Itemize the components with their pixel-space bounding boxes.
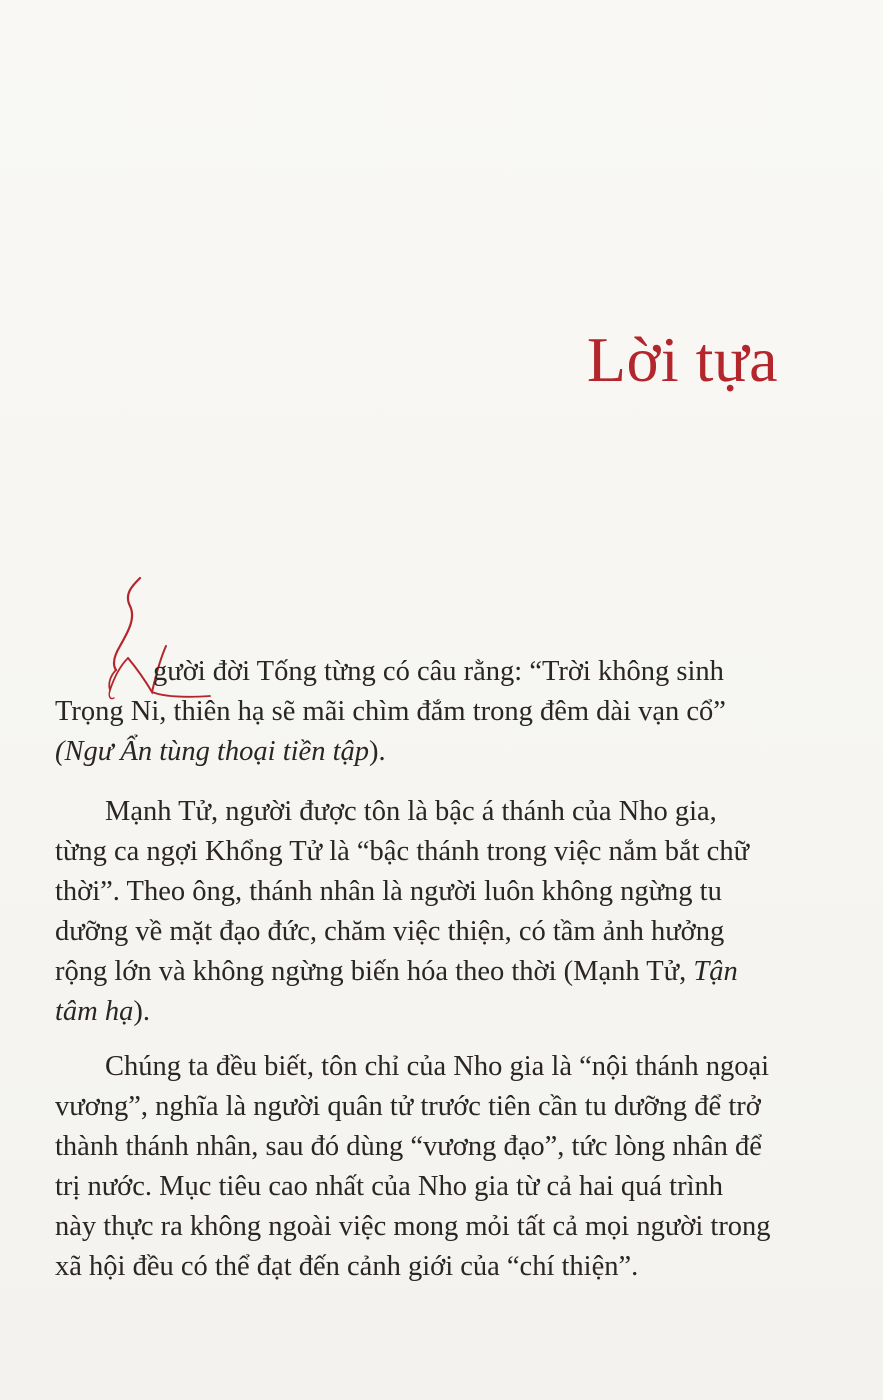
- paragraph-2-line-1: Mạnh Tử, người được tôn là bậc á thánh của Nho gia,: [105, 796, 717, 827]
- paragraph-2-line-6: [55, 992, 775, 1032]
- paragraph-3-line-5: này thực ra không ngoài việc mong mỏi tất cả mọi người trong: [55, 1211, 771, 1242]
- paragraph-3-line-1: Chúng ta đều biết, tôn chỉ của Nho gia là “nội thánh ngoại: [105, 1051, 770, 1082]
- paragraph-2: [55, 792, 775, 1032]
- citation-title-part-2: tâm hạ: [55, 996, 134, 1027]
- paragraph-3-line-6: xã hội đều có thể đạt đến cảnh giới của “chí thiện”.: [55, 1251, 639, 1282]
- paragraph-1-line-1: gười đời Tống từng có câu rằng: “Trời không sinh: [153, 656, 724, 687]
- paragraph-2-line-5: [55, 952, 775, 992]
- paragraph-2-line-2: từng ca ngợi Khổng Tử là “bậc thánh trong việc nắm bắt chữ: [55, 836, 750, 867]
- paragraph-3-line-4: trị nước. Mục tiêu cao nhất của Nho gia từ cả hai quá trình: [55, 1171, 723, 1202]
- paragraph-3-line-3: thành thánh nhân, sau đó dùng “vương đạo”, tức lòng nhân để: [55, 1131, 762, 1162]
- paragraph-3: [55, 1047, 775, 1287]
- chapter-title: Lời tựa: [586, 324, 778, 395]
- citation-title-part-1: Tận: [693, 956, 738, 987]
- paragraph-1: [55, 652, 775, 772]
- paragraph-2-line-4: dưỡng về mặt đạo đức, chăm việc thiện, có tầm ảnh hưởng: [55, 916, 725, 947]
- paragraph-2-line-5-text: rộng lớn và không ngừng biến hóa theo thời (Mạnh Tử,: [55, 956, 694, 987]
- paragraph-2-line-3: thời”. Theo ông, thánh nhân là người luôn không ngừng tu: [55, 876, 722, 907]
- citation-closing: ).: [133, 996, 150, 1027]
- paragraph-1-line-3: [55, 732, 775, 772]
- citation-title: (Ngư Ẩn tùng thoại tiền tập: [55, 736, 369, 767]
- citation-closing: ).: [369, 736, 386, 767]
- paragraph-1-line-2: Trọng Ni, thiên hạ sẽ mãi chìm đắm trong đêm dài vạn cổ”: [55, 696, 726, 727]
- paragraph-3-line-2: vương”, nghĩa là người quân tử trước tiên cần tu dưỡng để trở: [55, 1091, 761, 1122]
